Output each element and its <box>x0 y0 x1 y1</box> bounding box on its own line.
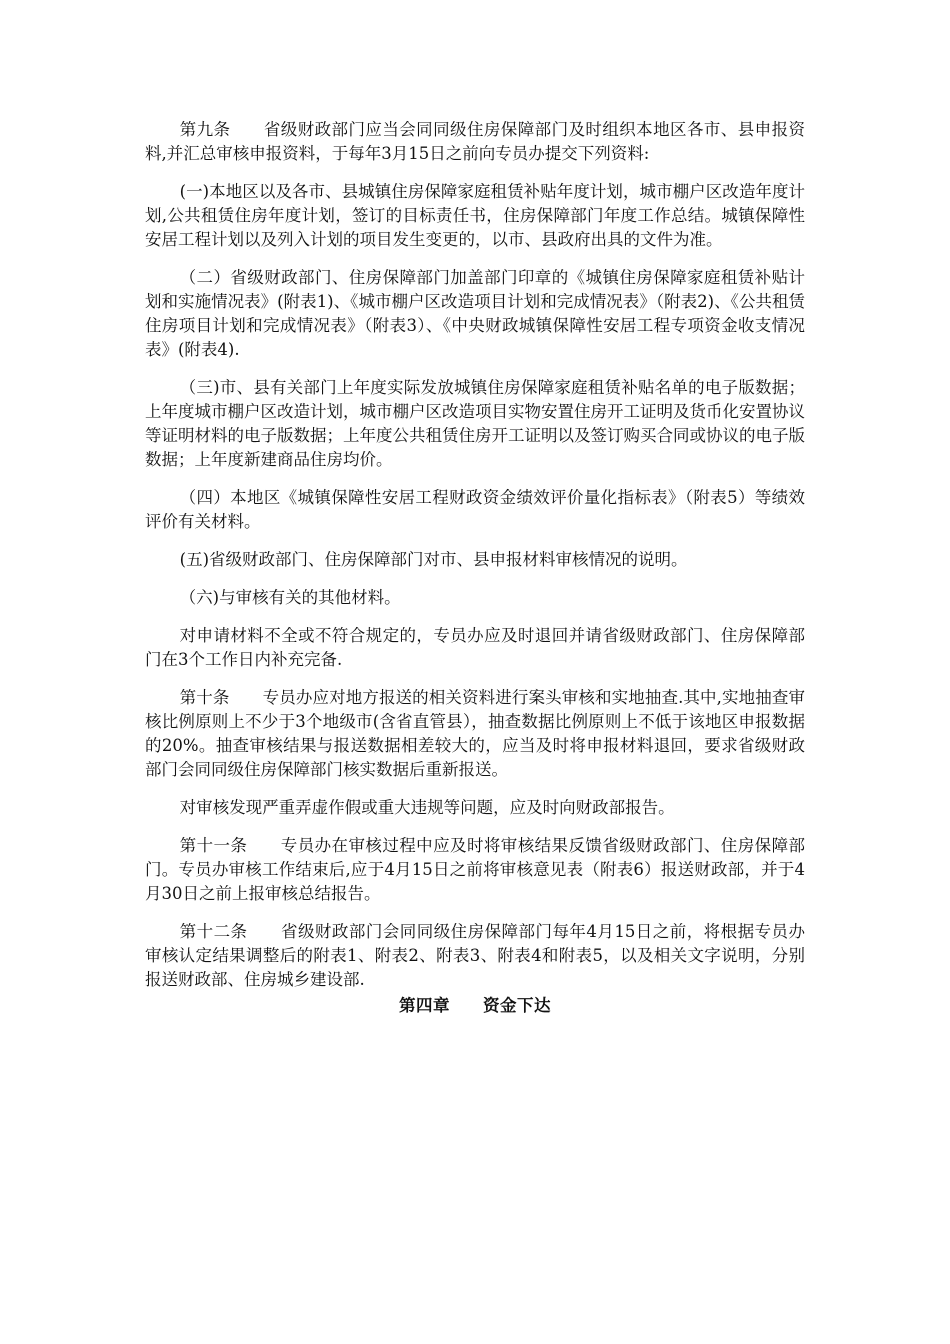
item-text: （三)市、县有关部门上年度实际发放城镇住房保障家庭租赁补贴名单的电子版数据；上年度城市棚户区改造计划，城市棚户区改造项目实物安置住房开工证明及货币化安置协议等证明材料的电子版数据；上年度公共租赁住房开工证明以及签订购买合同或协议的电子版数据；上年度新建商品住房均价。 <box>145 378 805 469</box>
article-label: 第十条 <box>179 688 230 707</box>
article-label: 第九条 <box>179 120 231 139</box>
article-9 <box>145 118 805 166</box>
paragraph-text: 对申请材料不全或不符合规定的，专员办应及时退回并请省级财政部门、住房保障部门在3个工作日内补充完备. <box>145 626 805 669</box>
item-6 <box>145 586 805 610</box>
item-text: （四）本地区《城镇保障性安居工程财政资金绩效评价量化指标表》（附表5）等绩效评价有关材料。 <box>145 488 805 531</box>
fraud-report-paragraph <box>145 796 805 820</box>
item-1 <box>145 180 805 252</box>
chapter-number: 第四章 <box>399 996 450 1015</box>
article-12 <box>145 920 805 992</box>
incomplete-materials-paragraph <box>145 624 805 672</box>
item-text: (五)省级财政部门、住房保障部门对市、县申报材料审核情况的说明。 <box>179 550 688 569</box>
article-label: 第十一条 <box>179 836 248 855</box>
article-text: 专员办在审核过程中应及时将审核结果反馈省级财政部门、住房保障部门。专员办审核工作结束后,应于4月15日之前将审核意见表（附表6）报送财政部，并于4月30日之前上报审核总结报告。 <box>145 836 806 903</box>
paragraph-text: 对审核发现严重弄虚作假或重大违规等问题，应及时向财政部报告。 <box>179 798 675 817</box>
article-label: 第十二条 <box>179 922 248 941</box>
article-10 <box>145 686 805 782</box>
item-text: （六)与审核有关的其他材料。 <box>179 588 401 607</box>
item-2 <box>145 266 805 362</box>
article-11 <box>145 834 805 906</box>
item-text: （二）省级财政部门、住房保障部门加盖部门印章的《城镇住房保障家庭租赁补贴计划和实施情况表》(附表1)、《城市棚户区改造项目计划和完成情况表》（附表2)、《公共租赁住房项目计划和完成情况表》（附表3）、《中央财政城镇保障性安居工程专项资金收支情况表》(附表4). <box>145 268 805 359</box>
item-5 <box>145 548 805 572</box>
article-text: 省级财政部门应当会同同级住房保障部门及时组织本地区各市、县申报资料,并汇总审核申报资料，于每年3月15日之前向专员办提交下列资料: <box>145 120 806 163</box>
item-3 <box>145 376 805 472</box>
item-text: (一)本地区以及各市、县城镇住房保障家庭租赁补贴年度计划，城市棚户区改造年度计划,公共租赁住房年度计划，签订的目标责任书，住房保障部门年度工作总结。城镇保障性安居工程计划以及列入计划的项目发生变更的，以市、县政府出具的文件为准。 <box>145 182 805 249</box>
document-page <box>145 118 805 1018</box>
article-text: 省级财政部门会同同级住房保障部门每年4月15日之前，将根据专员办审核认定结果调整后的附表1、附表2、附表3、附表4和附表5，以及相关文字说明，分别报送财政部、住房城乡建设部. <box>145 922 805 989</box>
chapter-heading <box>145 994 805 1018</box>
item-4 <box>145 486 805 534</box>
article-text: 专员办应对地方报送的相关资料进行案头审核和实地抽查.其中,实地抽查审核比例原则上不少于3个地级市(含省直管县），抽查数据比例原则上不低于该地区申报数据的20%。抽查审核结果与报送数据相差较大的，应当及时将申报材料退回，要求省级财政部门会同同级住房保障部门核实数据后重新报送。 <box>145 688 805 779</box>
chapter-title: 资金下达 <box>483 996 551 1015</box>
